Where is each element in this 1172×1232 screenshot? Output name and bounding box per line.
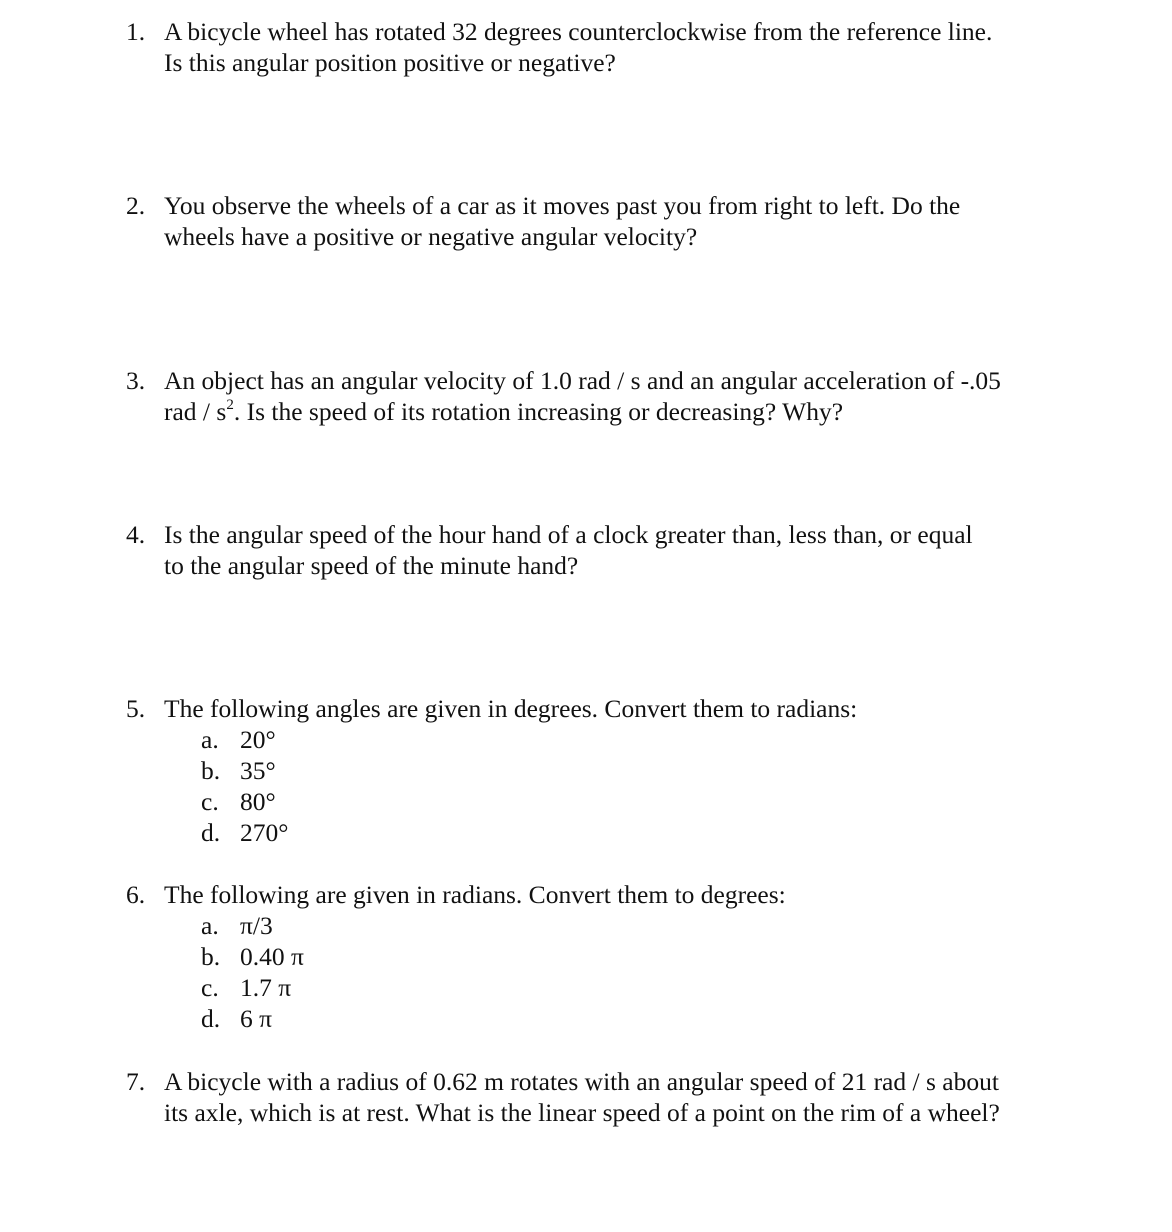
question-text-line: Is the angular speed of the hour hand of a clock greater than, less than, or equal [164,520,973,549]
question-text-continuation: . Is the speed of its rotation increasing or decreasing? Why? [233,397,844,426]
question-text-line: wheels have a positive or negative angular velocity? [164,222,698,251]
units-text: rad / s [164,397,227,426]
sub-item-value: 270° [240,818,289,847]
sub-item [201,755,276,786]
sub-item [201,724,276,755]
sub-item-value: 20° [240,725,276,754]
question-number: 3. [126,366,146,395]
sub-item-letter: d. [201,818,221,847]
sub-item-value: 80° [240,787,276,816]
question-number: 6. [126,880,146,909]
question-text-line: A bicycle wheel has rotated 32 degrees counterclockwise from the reference line. [164,17,993,46]
superscript-exponent: 2 [226,396,234,413]
sub-item-value: 0.40 π [240,942,304,971]
sub-item [201,1003,272,1034]
sub-item [201,941,304,972]
question-number: 7. [126,1067,146,1096]
sub-item [201,910,273,941]
sub-item-value: 6 π [240,1004,272,1033]
question-number: 2. [126,191,146,220]
sub-item [201,786,276,817]
sub-item-letter: a. [201,911,219,940]
sub-item [201,972,291,1003]
question-number: 4. [126,520,146,549]
question-text-line: to the angular speed of the minute hand? [164,551,579,580]
question-number: 1. [126,17,146,46]
question-text-line: A bicycle with a radius of 0.62 m rotates with an angular speed of 21 rad / s about [164,1067,999,1096]
question-text-line: You observe the wheels of a car as it moves past you from right to left. Do the [164,191,961,220]
question-text-line: An object has an angular velocity of 1.0 rad / s and an angular acceleration of -.05 [164,366,1001,395]
sub-item-letter: c. [201,787,219,816]
sub-item-letter: b. [201,756,221,785]
sub-item-letter: a. [201,725,219,754]
sub-item-value: 35° [240,756,276,785]
sub-item-letter: d. [201,1004,221,1033]
question-number: 5. [126,694,146,723]
sub-item-value: π/3 [240,911,273,940]
sub-item [201,817,288,848]
question-text-line: its axle, which is at rest. What is the linear speed of a point on the rim of a wheel? [164,1098,1000,1127]
question-text-line: The following are given in radians. Convert them to degrees: [164,880,786,909]
question-text-line: Is this angular position positive or negative? [164,48,616,77]
sub-item-value: 1.7 π [240,973,292,1002]
question-text-line-with-superscript [164,396,1104,427]
sub-item-letter: c. [201,973,219,1002]
sub-item-letter: b. [201,942,221,971]
question-text-line: The following angles are given in degrees. Convert them to radians: [164,694,858,723]
